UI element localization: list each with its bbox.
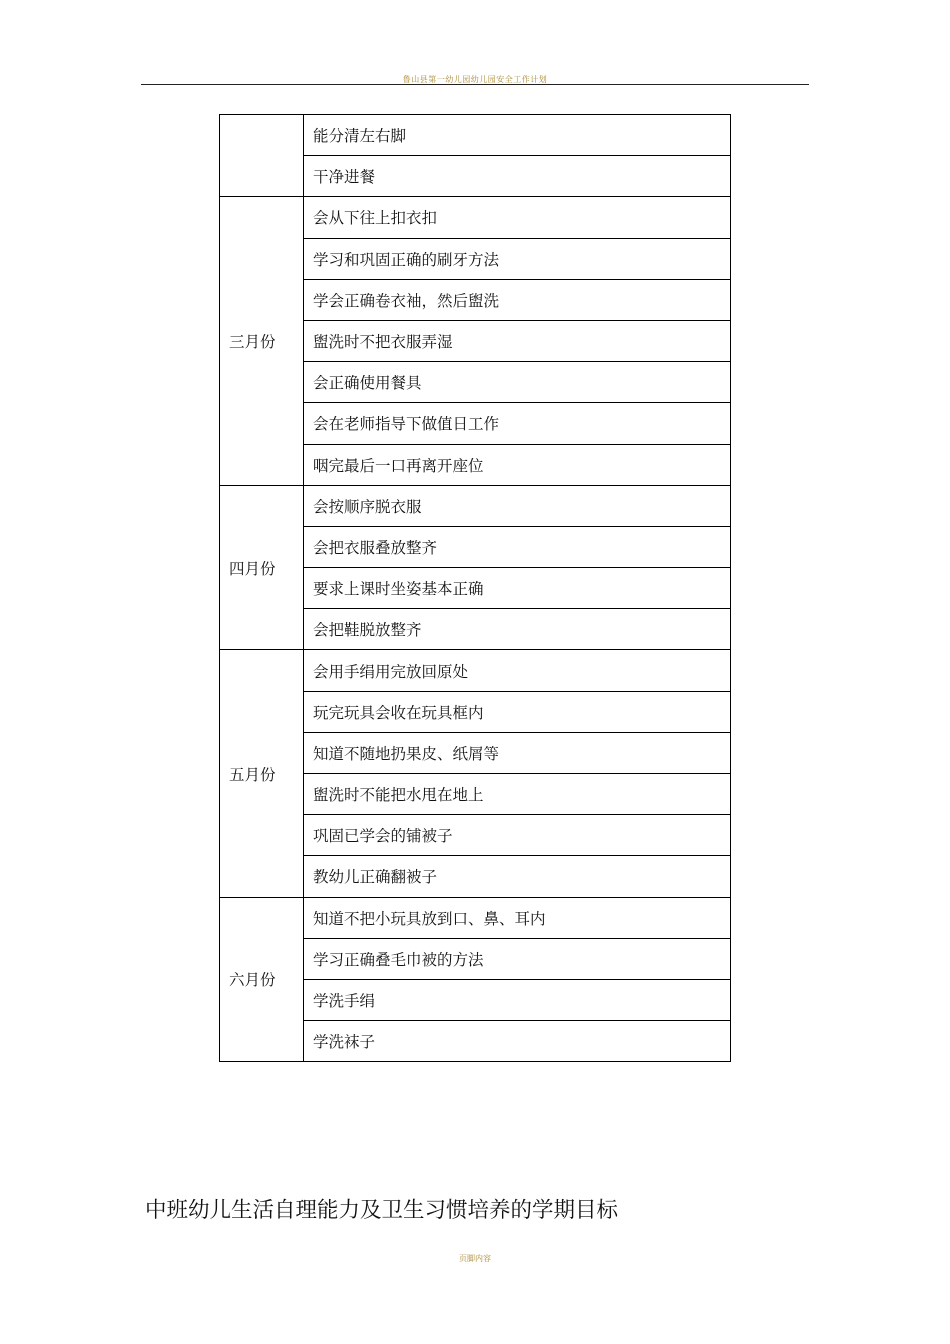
month-cell: 五月份 xyxy=(220,650,304,897)
goal-cell: 玩完玩具会收在玩具框内 xyxy=(304,691,731,732)
goal-cell: 会在老师指导下做值日工作 xyxy=(304,403,731,444)
goal-cell: 会把衣服叠放整齐 xyxy=(304,526,731,567)
goal-cell: 巩固已学会的铺被子 xyxy=(304,815,731,856)
goal-cell: 会用手绢用完放回原处 xyxy=(304,650,731,691)
header-rule xyxy=(141,84,809,85)
page-header-text: 鲁山县第一幼儿园幼儿园安全工作计划 xyxy=(402,75,548,84)
goal-cell: 能分清左右脚 xyxy=(304,115,731,156)
goal-cell: 知道不把小玩具放到口、鼻、耳内 xyxy=(304,897,731,938)
goal-cell: 盥洗时不能把水甩在地上 xyxy=(304,774,731,815)
table-row xyxy=(220,650,731,691)
goal-cell: 学洗手绢 xyxy=(304,979,731,1020)
goal-cell: 学习和巩固正确的刷牙方法 xyxy=(304,238,731,279)
goal-cell: 会正确使用餐具 xyxy=(304,362,731,403)
goal-cell: 要求上课时坐姿基本正确 xyxy=(304,568,731,609)
table-row xyxy=(220,197,731,238)
goal-cell: 知道不随地扔果皮、纸屑等 xyxy=(304,732,731,773)
goal-cell: 咽完最后一口再离开座位 xyxy=(304,444,731,485)
goal-cell: 学洗袜子 xyxy=(304,1021,731,1062)
goal-cell: 学习正确叠毛巾被的方法 xyxy=(304,938,731,979)
page-footer-text: 页脚内容 xyxy=(459,1254,491,1263)
month-cell: 三月份 xyxy=(220,197,304,485)
month-cell: 六月份 xyxy=(220,897,304,1062)
goal-cell: 会按顺序脱衣服 xyxy=(304,485,731,526)
table-row xyxy=(220,485,731,526)
goal-cell: 学会正确卷衣袖，然后盥洗 xyxy=(304,279,731,320)
self-care-goals-table xyxy=(219,114,731,1062)
goal-cell: 教幼儿正确翻被子 xyxy=(304,856,731,897)
goal-cell: 干净进餐 xyxy=(304,156,731,197)
goal-cell: 会把鞋脱放整齐 xyxy=(304,609,731,650)
month-cell: 四月份 xyxy=(220,485,304,650)
goal-cell: 盥洗时不把衣服弄湿 xyxy=(304,320,731,361)
table-row xyxy=(220,115,731,156)
table-row xyxy=(220,897,731,938)
month-cell xyxy=(220,115,304,197)
goal-cell: 会从下往上扣衣扣 xyxy=(304,197,731,238)
section-title: 中班幼儿生活自理能力及卫生习惯培养的学期目标 xyxy=(145,1198,619,1223)
